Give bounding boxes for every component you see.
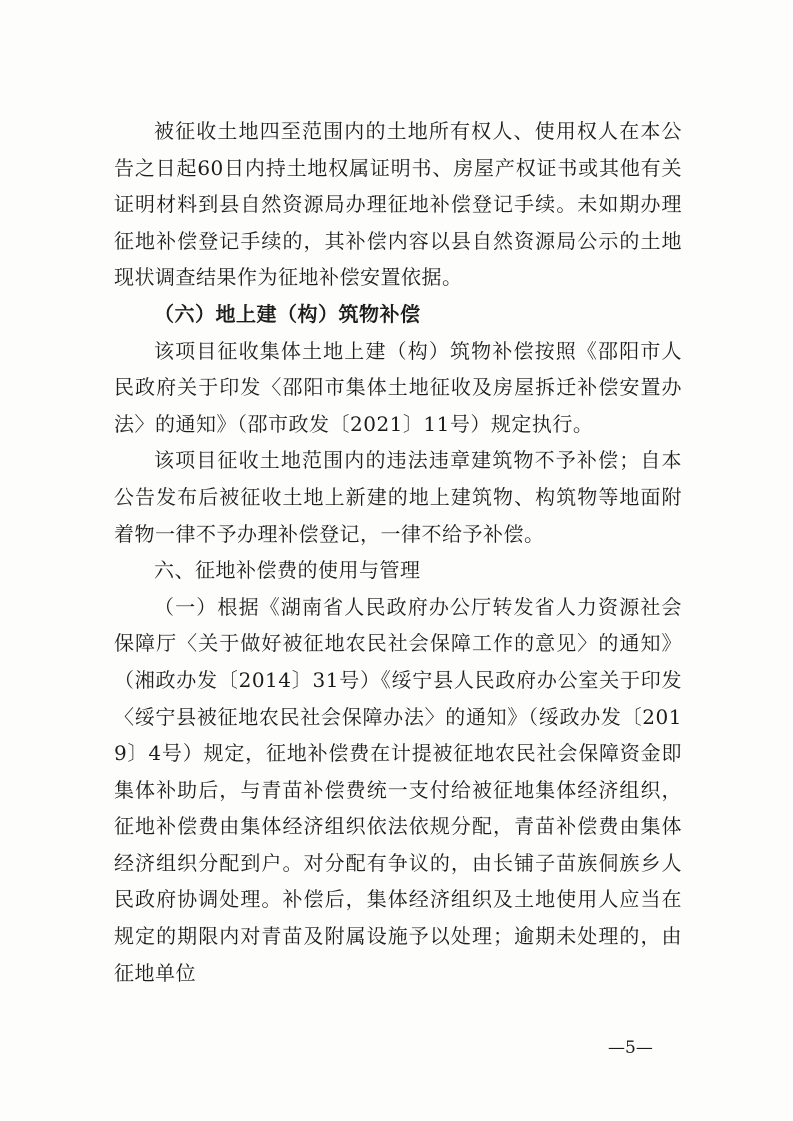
document-body: [114, 113, 682, 991]
section-heading-building-compensation: （六）地上建（构）筑物补偿: [154, 301, 421, 326]
section-heading-fee-management: 六、征地补偿费的使用与管理: [154, 558, 421, 583]
paragraph-illegal-buildings: 该项目征收土地范围内的违法违章建筑物不予补偿；自本公告发布后被征收土地上新建的地上建筑物、构筑物等地面附着物一律不予办理补偿登记，一律不给予补偿。: [114, 448, 682, 546]
paragraph-fee-distribution: （一）根据《湖南省人民政府办公厅转发省人力资源社会保障厅〈关于做好被征地农民社会保障工作的意见〉的通知》（湘政办发〔2014〕31号）《绥宁县人民政府办公室关于印发〈绥宁县被征地农民社会保障办法〉的通知》（绥政办发〔2019〕4号）规定，征地补偿费在计提被征地农民社会保障资金即集体补助后，与青苗补偿费统一支付给被征地集体经济组织，征地补偿费由集体经济组织依法依规分配，青苗补偿费由集体经济组织分配到户。对分配有争议的，由长铺子苗族侗族乡人民政府协调处理。补偿后，集体经济组织及土地使用人应当在规定的期限内对青苗及附属设施予以处理；逾期未处理的，由征地单位: [114, 594, 682, 985]
paragraph-building-compensation-rule: 该项目征收集体土地上建（构）筑物补偿按照《邵阳市人民政府关于印发〈邵阳市集体土地征收及房屋拆迁补偿安置办法〉的通知》（邵市政发〔2021〕11号）规定执行。: [114, 338, 682, 436]
page-number: —5—: [608, 1038, 653, 1058]
paragraph-registration: 被征收土地四至范围内的土地所有权人、使用权人在本公告之日起60日内持土地权属证明书、房屋产权证书或其他有关证明材料到县自然资源局办理征地补偿登记手续。未如期办理征地补偿登记手续的，其补偿内容以县自然资源局公示的土地现状调查结果作为征地补偿安置依据。: [114, 119, 682, 290]
